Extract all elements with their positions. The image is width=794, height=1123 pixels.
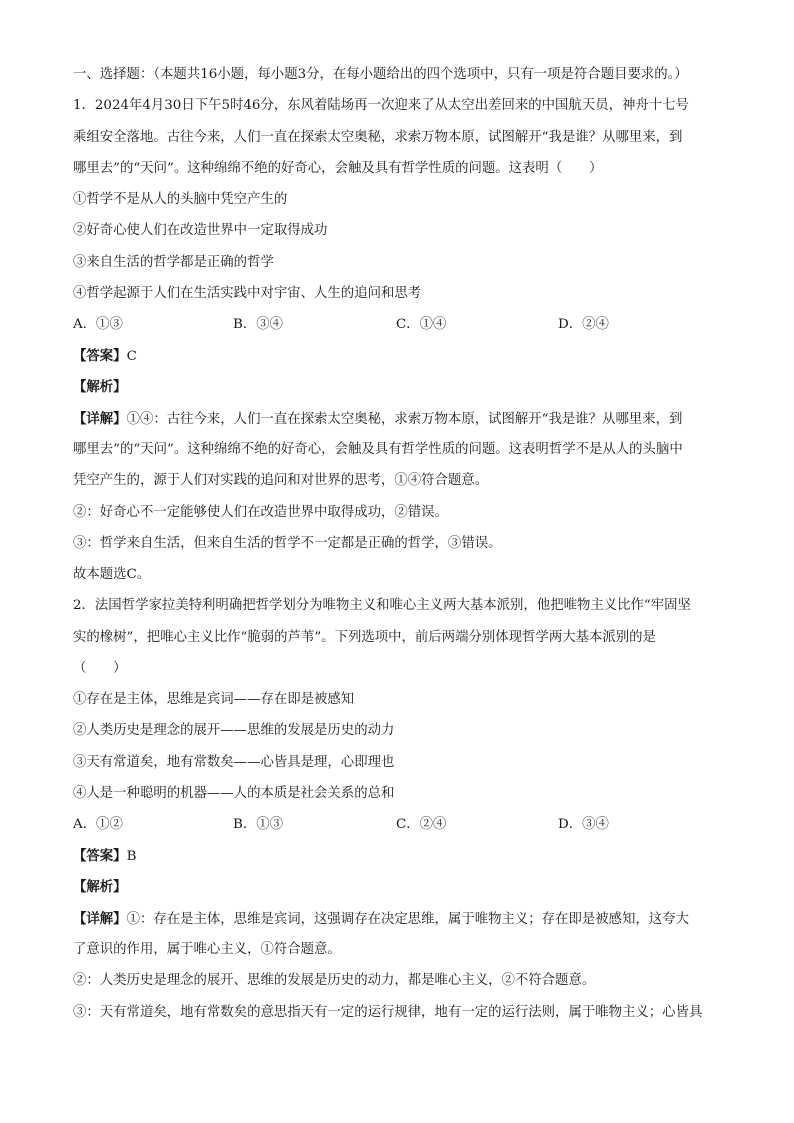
q2-option-d: D．③④: [558, 817, 609, 832]
q1-statement: ①哲学不是从人的头脑中凭空产生的: [73, 192, 288, 207]
q1-option-b: B．③④: [233, 317, 284, 332]
q1-conclusion: 故本题选C。: [73, 567, 151, 582]
answer-tag: 【答案】: [73, 848, 127, 864]
q1-options: [73, 316, 733, 334]
q2-detail-line: ②：人类历史是理念的展开、思维的发展是历史的动力，都是唯心主义，②不符合题意。: [73, 973, 596, 988]
detail-tag: 【详解】: [73, 911, 127, 927]
q2-statement: ②人类历史是理念的展开——思维的发展是历史的动力: [73, 723, 395, 738]
q1-detail-line: ②：好奇心不一定能够使人们在改造世界中取得成功，②错误。: [73, 505, 448, 520]
q1-stem-line: 乘组安全落地。古往今来，人们一直在探索太空奥秘，求索万物本原，试图解开“我是谁？从哪里来，到: [73, 130, 683, 145]
q2-option-b: B．①③: [233, 817, 284, 832]
detail-text: ①④：古往今来，人们一直在探索太空奥秘，求索万物本原，试图解开“我是谁？从哪里来，到: [126, 412, 683, 427]
q2-analysis-tag: [73, 878, 733, 897]
q2-option-c: C．②④: [396, 817, 447, 832]
section-header: 一、选择题：（本题共16小题，每小题3分，在每小题给出的四个选项中，只有一项是符合题目要求的。）: [73, 67, 688, 82]
analysis-tag: 【解析】: [73, 879, 127, 895]
q1-detail-line: ③：哲学来自生活，但来自生活的哲学不一定都是正确的哲学，③错误。: [73, 536, 502, 551]
q1-answer: [73, 347, 733, 366]
q2-statement: ①存在是主体，思维是宾词——存在即是被感知: [73, 692, 355, 707]
answer-value: B: [126, 849, 137, 864]
q2-detail-line: ③：天有常道矣，地有常数矣的意思指天有一定的运行规律，地有一定的运行法则，属于唯物主义；心皆具: [73, 1005, 703, 1020]
q1-detail-line: 凭空产生的，源于人们对实践的追问和对世界的思考，①④符合题意。: [73, 473, 489, 488]
q2-statement: ④人是一种聪明的机器——人的本质是社会关系的总和: [73, 786, 395, 801]
q2-stem-line: 实的橡树”，把唯心主义比作“脆弱的芦苇”。下列选项中，前后两端分别体现哲学两大基本派别的是: [73, 630, 656, 645]
answer-tag: 【答案】: [73, 348, 127, 364]
q1-detail-line: 哪里去”的“天问”。这种绵绵不绝的好奇心，会触及具有哲学性质的问题。这表明哲学不是从人的头脑中: [73, 442, 683, 457]
q1-option-d: D．②④: [558, 317, 609, 332]
analysis-tag: 【解析】: [73, 379, 127, 395]
q1-statement: ③来自生活的哲学都是正确的哲学: [73, 255, 274, 270]
q1-option-a: A．①③: [73, 317, 123, 332]
q2-statement: ③天有常道矣，地有常数矣——心皆具是理，心即理也: [73, 755, 395, 770]
q2-detail-line: [73, 910, 733, 929]
q1-statement: ④哲学起源于人们在生活实践中对宇宙、人生的追问和思考: [73, 286, 422, 301]
q2-options: [73, 816, 733, 834]
q1-stem-line: 1．2024年4月30日下午5时46分，东风着陆场再一次迎来了从太空出差回来的中国航天员，神舟十七号: [73, 98, 689, 113]
q2-option-a: A．①②: [73, 817, 123, 832]
detail-text: ①：存在是主体，思维是宾词，这强调存在决定思维，属于唯物主义；存在即是被感知，这夸大: [126, 912, 689, 927]
answer-value: C: [126, 349, 137, 364]
q1-statement: ②好奇心使人们在改造世界中一定取得成功: [73, 223, 328, 238]
q1-analysis-tag: [73, 378, 733, 397]
q2-stem-line: 2．法国哲学家拉美特利明确把哲学划分为唯物主义和唯心主义两大基本派别，他把唯物主义比作“牢固坚: [73, 598, 691, 613]
q1-option-c: C．①④: [396, 317, 447, 332]
q2-stem-line: （ ）: [73, 661, 127, 676]
q2-detail-line: 了意识的作用，属于唯心主义，①符合题意。: [73, 942, 341, 957]
q2-answer: [73, 847, 733, 866]
q1-detail-line: [73, 410, 733, 429]
detail-tag: 【详解】: [73, 411, 127, 427]
q1-stem-line: 哪里去”的“天问”。这种绵绵不绝的好奇心，会触及具有哲学性质的问题。这表明（ ）: [73, 161, 603, 176]
